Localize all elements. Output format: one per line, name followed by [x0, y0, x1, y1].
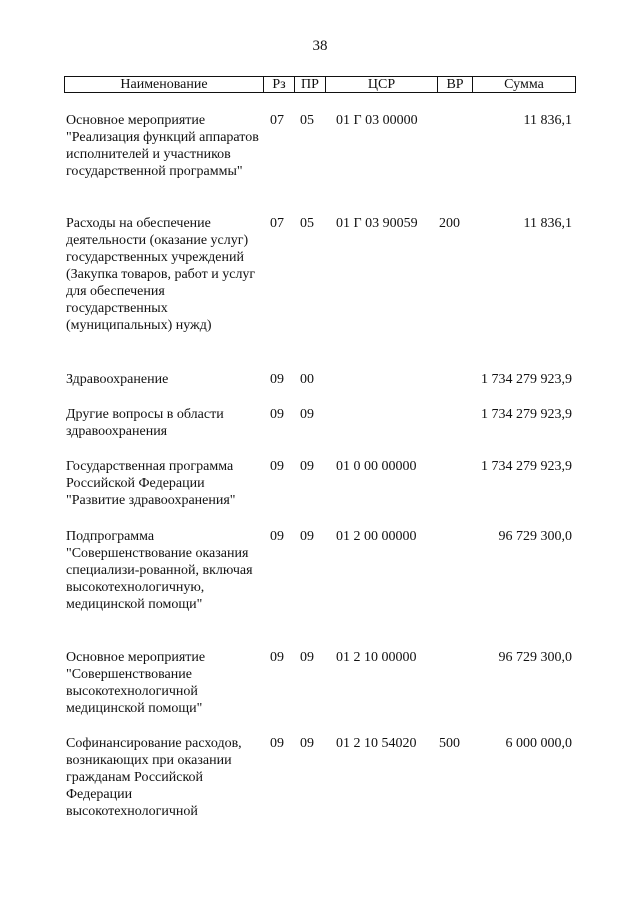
- row-csr: 01 0 00 00000: [336, 459, 417, 474]
- row-rz: 09: [270, 407, 284, 422]
- row-name: Основное мероприятие "Совершенствование высокотехнологичной медицинской помощи": [66, 650, 206, 716]
- row-vr: 200: [439, 216, 460, 231]
- row-rz: 09: [270, 650, 284, 665]
- row-pr: 05: [300, 216, 314, 231]
- table-header: [64, 76, 576, 93]
- row-pr: 09: [300, 650, 314, 665]
- row-rz: 09: [270, 459, 284, 474]
- row-sum: 96 729 300,0: [498, 650, 572, 665]
- row-name: Государственная программа Российской Федерации "Развитие здравоохранения": [66, 459, 236, 508]
- header-csr: ЦСР: [326, 77, 438, 92]
- row-pr: 05: [300, 113, 314, 128]
- row-pr: 09: [300, 407, 314, 422]
- row-csr: 01 Г 03 90059: [336, 216, 418, 231]
- row-sum: 1 734 279 923,9: [481, 407, 572, 422]
- row-pr: 09: [300, 736, 314, 751]
- header-vr: ВР: [438, 77, 473, 92]
- row-pr: 09: [300, 529, 314, 544]
- row-name: Расходы на обеспечение деятельности (оказание услуг) государственных учреждений (Закупка товаров, работ и услуг для обеспечения государственных (муниципальных) нужд): [66, 216, 256, 333]
- header-rz: Рз: [264, 77, 295, 92]
- row-sum: 1 734 279 923,9: [481, 459, 572, 474]
- row-sum: 11 836,1: [523, 113, 572, 128]
- page-number: 38: [312, 38, 328, 54]
- row-rz: 09: [270, 736, 284, 751]
- row-rz: 09: [270, 529, 284, 544]
- row-sum: 6 000 000,0: [505, 736, 572, 751]
- row-name: Здравоохранение: [66, 372, 169, 387]
- row-csr: 01 2 00 00000: [336, 529, 417, 544]
- row-rz: 07: [270, 216, 284, 231]
- row-rz: 07: [270, 113, 284, 128]
- row-vr: 500: [439, 736, 460, 751]
- row-sum: 1 734 279 923,9: [481, 372, 572, 387]
- row-name: Софинансирование расходов, возникающих при оказании гражданам Российской Федерации высокотехнологичной: [66, 736, 242, 819]
- row-pr: 00: [300, 372, 314, 387]
- row-csr: 01 Г 03 00000: [336, 113, 418, 128]
- row-csr: 01 2 10 54020: [336, 736, 417, 751]
- row-rz: 09: [270, 372, 284, 387]
- row-pr: 09: [300, 459, 314, 474]
- header-name: Наименование: [65, 77, 264, 92]
- row-csr: 01 2 10 00000: [336, 650, 417, 665]
- row-name: Подпрограмма "Совершенствование оказания специализи-рованной, включая высокотехнологичную, медицинской помощи": [66, 529, 253, 612]
- row-name: Другие вопросы в области здравоохранения: [66, 407, 224, 439]
- header-pr: ПР: [295, 77, 326, 92]
- row-sum: 96 729 300,0: [498, 529, 572, 544]
- header-sum: Сумма: [504, 77, 544, 92]
- row-name: Основное мероприятие "Реализация функций аппаратов исполнителей и участников государственной программы": [66, 113, 259, 179]
- row-sum: 11 836,1: [523, 216, 572, 231]
